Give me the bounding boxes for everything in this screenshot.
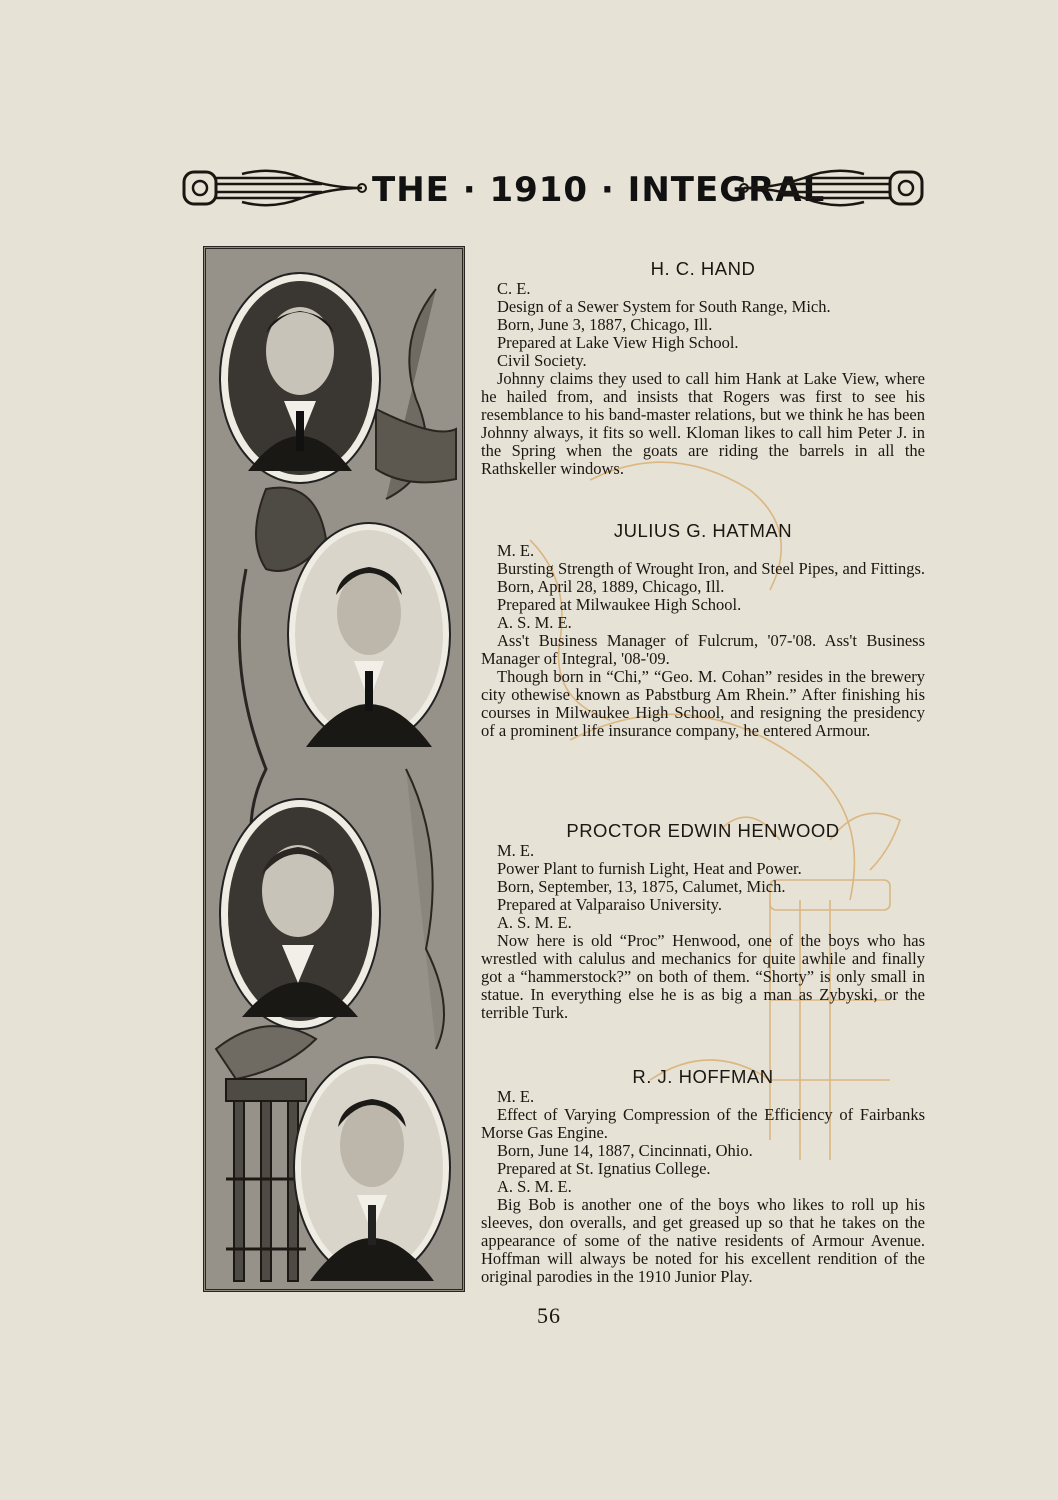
activities: Ass't Business Manager of Fulcrum, '07-'08. Ass't Business Manager of Integral, '08-'09. bbox=[481, 631, 925, 668]
entry-henwood bbox=[481, 822, 925, 1022]
thesis: Design of a Sewer System for South Range, Mich. bbox=[497, 297, 831, 316]
biography: Johnny claims they used to call him Hank at Lake View, where he hailed from, and insists that Rogers was first to see his resemblance to his band-master relations, but we think he has been Johnny always, it fits so well. Kloman likes to call him Peter J. in the Spring when the goats are riding the barrels in all the Rathskeller windows. bbox=[481, 369, 925, 478]
page-number: 56 bbox=[537, 1303, 561, 1328]
left-ornament-icon bbox=[182, 168, 372, 208]
biography: Though born in “Chi,” “Geo. M. Cohan” resides in the brewery city othewise known as Pabstburg Am Rhein.” After finishing his courses in Milwaukee High School, and resigning the presidency of a prominent life insurance company, he entered Armour. bbox=[481, 667, 925, 740]
page-header bbox=[182, 164, 924, 216]
portrait-hand bbox=[218, 271, 382, 485]
degree: M. E. bbox=[497, 841, 535, 860]
society: A. S. M. E. bbox=[497, 613, 572, 632]
portrait-henwood bbox=[218, 797, 382, 1031]
degree: M. E. bbox=[497, 1087, 535, 1106]
entry-name: R. J. HOFFMAN bbox=[632, 1066, 774, 1087]
biography: Big Bob is another one of the boys who likes to roll up his sleeves, don overalls, and get greased up so that he takes on the appearance of some of the native residents of Armour Avenue. Hoffman will always be noted for his excellent rendition of the original parodies in the 1910 Junior Play. bbox=[481, 1195, 925, 1286]
society: Civil Society. bbox=[497, 351, 587, 370]
thesis: Bursting Strength of Wrought Iron, and Steel Pipes, and Fittings. bbox=[497, 559, 926, 578]
entry-hand bbox=[481, 260, 925, 478]
entry-hatman bbox=[481, 522, 925, 740]
entry-hoffman bbox=[481, 1068, 925, 1286]
born: Born, June 14, 1887, Cincinnati, Ohio. bbox=[497, 1141, 753, 1160]
prepared: Prepared at St. Ignatius College. bbox=[497, 1159, 711, 1178]
born: Born, April 28, 1889, Chicago, Ill. bbox=[497, 577, 725, 596]
portrait-hoffman bbox=[292, 1055, 452, 1281]
page-title: THE · 1910 · INTEGRAL bbox=[372, 170, 826, 210]
portrait-panel bbox=[203, 246, 465, 1292]
prepared: Prepared at Milwaukee High School. bbox=[497, 595, 742, 614]
born: Born, June 3, 1887, Chicago, Ill. bbox=[497, 315, 713, 334]
thesis: Effect of Varying Compression of the Efficiency of Fairbanks Morse Gas Engine. bbox=[481, 1105, 925, 1142]
portrait-hatman bbox=[286, 521, 452, 747]
prepared: Prepared at Lake View High School. bbox=[497, 333, 739, 352]
biography: Now here is old “Proc” Henwood, one of the boys who has wrestled with calulus and mechanics for quite awhile and finally got a “hammerstock?” on both of them. “Shorty” is only small in statue. In everything else he is as big a man as Zybyski, or the terrible Turk. bbox=[481, 931, 925, 1022]
entry-name: H. C. HAND bbox=[650, 258, 756, 279]
right-ornament-icon bbox=[734, 168, 924, 208]
society: A. S. M. E. bbox=[497, 913, 572, 932]
born: Born, September, 13, 1875, Calumet, Mich. bbox=[497, 877, 786, 896]
thesis: Power Plant to furnish Light, Heat and Power. bbox=[497, 859, 802, 878]
society: A. S. M. E. bbox=[497, 1177, 572, 1196]
degree: C. E. bbox=[497, 279, 531, 298]
entry-name: JULIUS G. HATMAN bbox=[613, 520, 793, 541]
prepared: Prepared at Valparaiso University. bbox=[497, 895, 722, 914]
entry-name: PROCTOR EDWIN HENWOOD bbox=[566, 820, 840, 841]
degree: M. E. bbox=[497, 541, 535, 560]
